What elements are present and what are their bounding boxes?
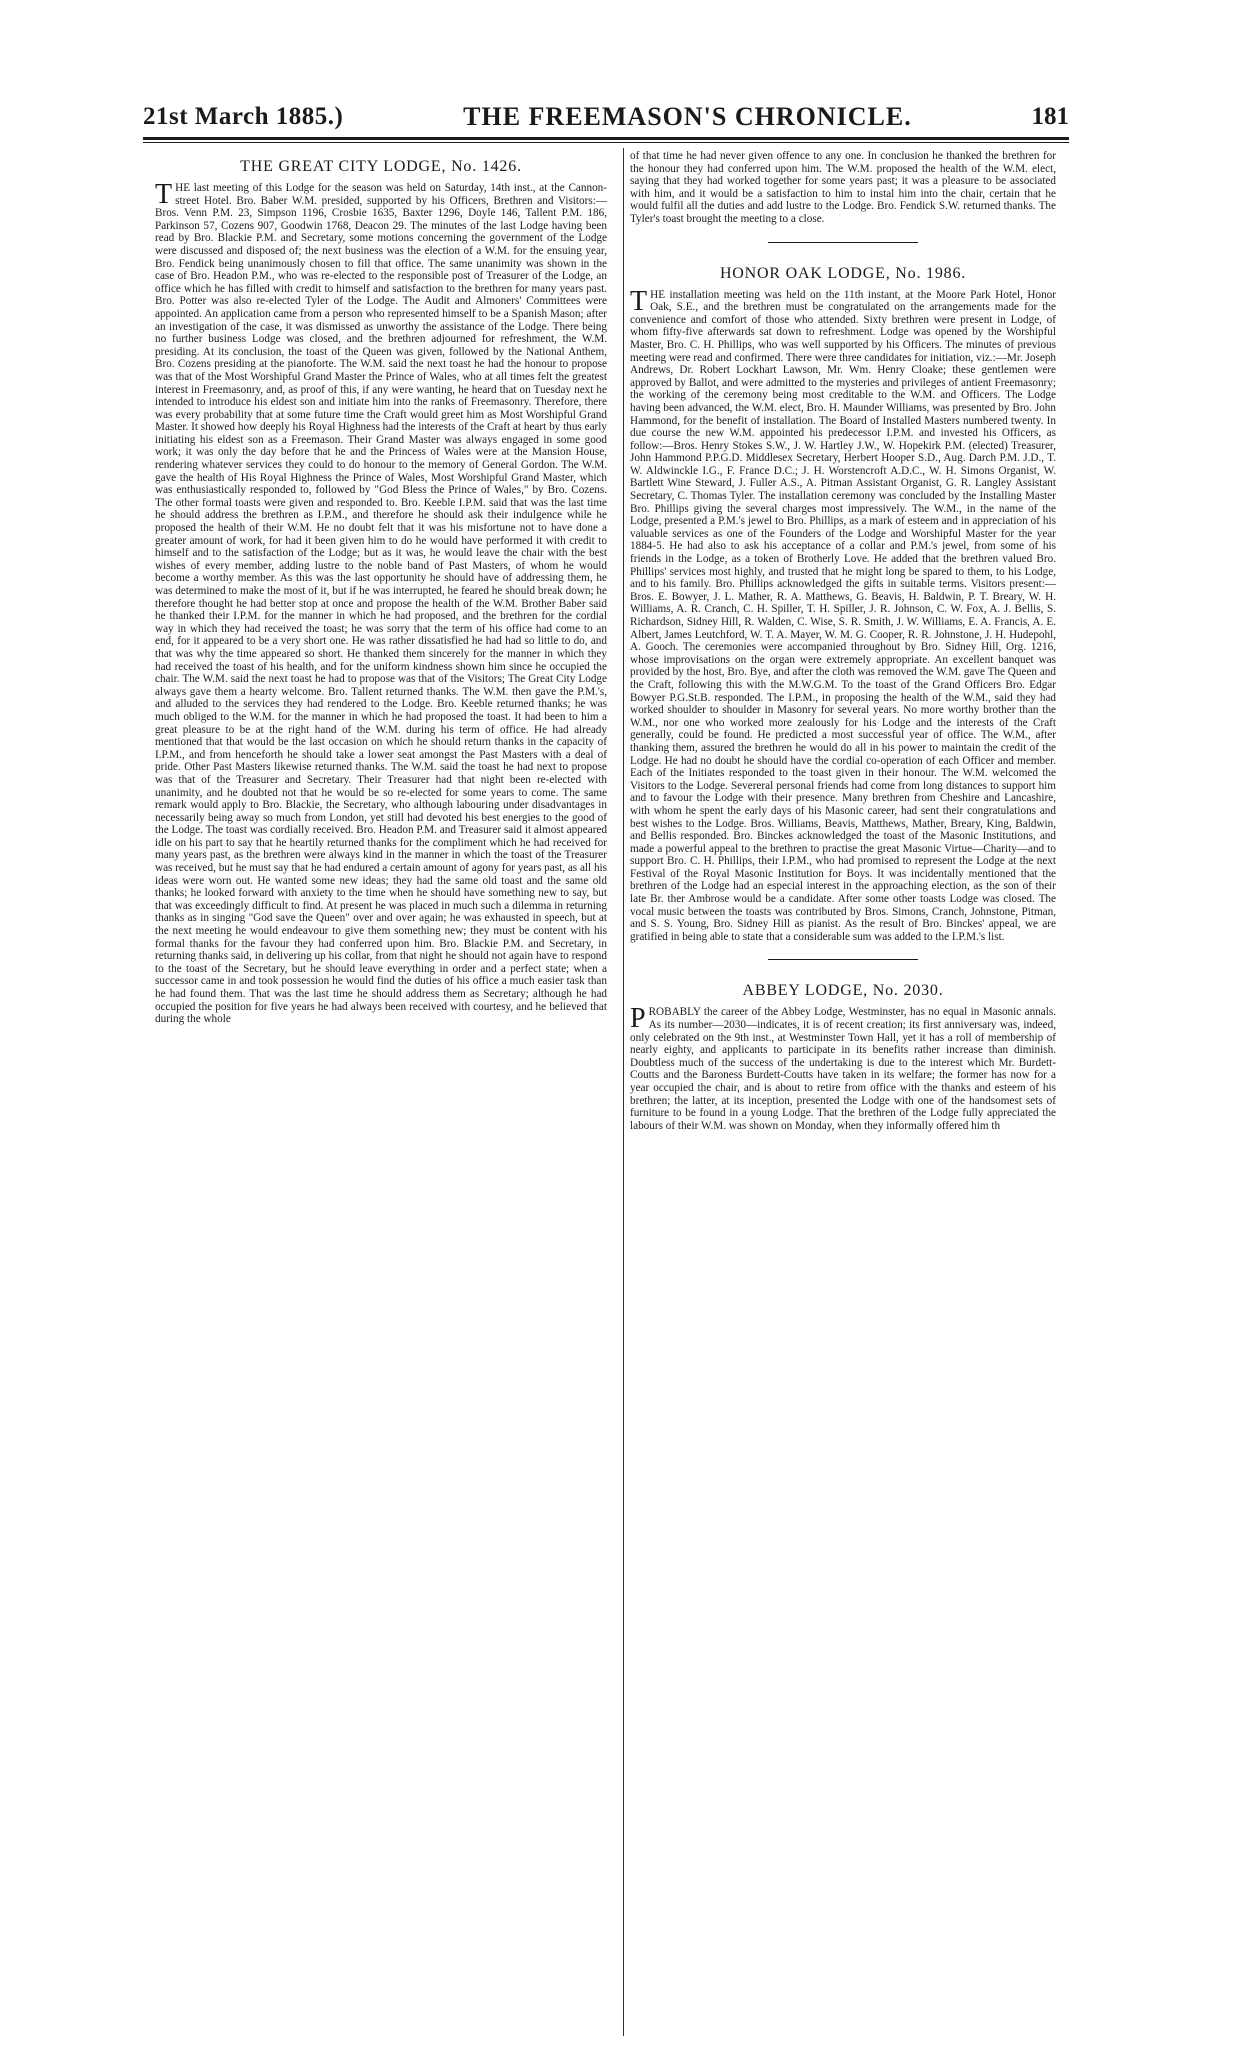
section-separator (768, 242, 918, 243)
column-divider (623, 148, 624, 2036)
article-body-abbey-lodge: PROBABLY the career of the Abbey Lodge, Westminster, has no equal in Masonic annals. As its number—2030—indicates, it is of recent creation; its first anniversary was, indeed, only celebrated on the 9th inst., at Westminster Town Hall, yet it has a roll of membership of nearly eighty, and applicants to participate in its benefits rather increase than diminish. Doubtless much of the success of the undertaking is due to the interest which Mr. Burdett-Coutts and the Baroness Burdett-Coutts have taken in its welfare; the former has now for a year occupied the chair, and is about to retire from office with the thanks and esteem of his brethren; the latter, at its inception, presented the Lodge with one of the handsomest sets of furniture to be found in a young Lodge. That the brethren of the Lodge fully appreciated the labours of their W.M. was shown on Monday, when they informally offered him th (630, 1003, 1056, 1132)
article-heading-abbey-lodge: ABBEY LODGE, No. 2030. (742, 982, 944, 1000)
masthead (143, 100, 1069, 134)
section-separator (768, 959, 918, 960)
page-number: 181 (1031, 103, 1069, 130)
masthead-rule-thin (143, 142, 1069, 143)
article-heading-honor-oak-lodge: HONOR OAK LODGE, No. 1986. (719, 264, 967, 282)
article-heading-great-city-lodge: THE GREAT CITY LODGE, No. 1426. (240, 158, 522, 175)
publication-title: THE FREEMASON'S CHRONICLE. (463, 102, 912, 131)
article-continuation-great-city-lodge: of that time he had never given offence to any one. In conclusion he thanked the brethren for the honour they had conferred upon him. The W.M. proposed the health of the W.M. elect, saying that they had worked together for some years past; it was a pleasure to be associated with him, and it would be a satisfaction to him to instal him into the chair, certain that he would fulfil all the duties and add lustre to the Lodge. Bro. Fendick S.W. returned thanks. The Tyler's toast brought the meeting to a close. (630, 150, 1056, 225)
article-body-honor-oak-lodge: THE installation meeting was held on the 11th instant, at the Moore Park Hotel, Honor Oak, S.E., and the brethren must be congratulated on the arrangements made for the convenience and comfort of those who attended. Sixty brethren were present in Lodge, of whom fifty-five afterwards sat down to refreshment. Lodge was opened by the Worshipful Master, Bro. C. H. Phillips, who was well supported by his Officers. The minutes of previous meeting were read and confirmed. There were three candidates for initiation, viz.:—Mr. Joseph Andrews, Dr. Robert Lockhart Lawson, Mr. Wm. Henry Cloake; these gentlemen were approved by Ballot, and were admitted to the mysteries and privileges of antient Freemasonry; the working of the ceremony being most creditable to the W.M. and Officers. The Lodge having been advanced, the W.M. elect, Bro. H. Maunder Williams, was presented by Bro. John Hammond, for the benefit of installation. The Board of Installed Masters numbered twenty. In due course the new W.M. appointed his predecessor I.P.M. and invested his Officers, as follow:—Bros. Henry Stokes S.W., J. W. Hartley J.W., W. Hopekirk P.M. (elected) Treasurer, John Hammond P.P.G.D. Middlesex Secretary, Herbert Hooper S.D., Aug. Darch P.M. J.D., T. W. Aldwinckle I.G., F. France D.C.; J. H. Worstencroft A.D.C., W. H. Simons Organist, W. Bartlett Wine Steward, J. Fuller A.S., A. Pitman Assistant Organist, G. R. Langley Assistant Secretary, C. Thomas Tyler. The installation ceremony was concluded by the Installing Master Bro. Phillips giving the several charges most impressively. The W.M., in the name of the Lodge, presented a P.M.'s jewel to Bro. Phillips, as a mark of esteem and in appreciation of his valuable services as one of the Founders of the Lodge and Worshipful Master for the year 1884-5. He had also to ask his acceptance of a collar and P.M.'s jewel, from some of his friends in the Lodge, as a token of Brotherly Love. He added that the brethren valued Bro. Phillips' services most highly, and trusted that he might long be spared to them, to his Lodge, and to his family. Bro. Phillips acknowledged the gifts in suitable terms. Visitors present:—Bros. E. Bowyer, J. L. Mather, R. A. Matthews, G. Beavis, H. Baldwin, P. T. Breary, W. H. Williams, A. R. Cranch, C. H. Spiller, T. H. Spiller, J. R. Johnson, C. W. Fox, A. J. Bellis, S. Richardson, Sidney Hill, R. Walden, C. Wise, S. R. Smith, J. W. Williams, E. A. Francis, A. E. Albert, James Leutchford, W. T. A. Mayer, W. M. G. Cooper, R. R. Johnstone, J. H. Hudepohl, A. Gooch. The ceremonies were accompanied throughout by Bro. Sidney Hill, Org. 1216, whose improvisations on the organ were extremely appropriate. An excellent banquet was provided by the host, Bro. Bye, and after the cloth was removed the W.M. gave The Queen and the Craft, following this with the M.W.G.M. To the toast of the Grand Officers Bro. Edgar Bowyer P.G.St.B. responded. The I.P.M., in proposing the health of the W.M., said they had worked shoulder to shoulder in Masonry for several years. No more worthy brother than the W.M., nor one who worked more zealously for his Lodge and the interests of the Craft generally, could be found. He predicted a most successful year of office. The W.M., after thanking them, assured the brethren he would do all in his power to maintain the credit of the Lodge. He had no doubt he should have the cordial co-operation of each Officer and member. Each of the Initiates responded to the toast given in their honour. The W.M. welcomed the Visitors to the Lodge. Severeral personal friends had come from long distances to support him and to favour the Lodge with their presence. Many brethren from Cheshire and Lancashire, with whom he spent the early days of his Masonic career, had sent their congratulations and best wishes to the Lodge. Bros. Williams, Beavis, Matthews, Mather, Breary, King, Baldwin, and Bellis responded. Bro. Binckes acknowledged the toast of the Masonic Institutions, and made a powerful appeal to the brethren to practise the great Masonic Virtue—Charity—and to support Bro. C. H. Phillips, their I.P.M., who had promised to represent the Lodge at the next Festival of the Royal Masonic Institution for Boys. It was incidentally mentioned that the brethren of the Lodge had an especial interest in the approaching election, as the son of their late Br. ther Ambrose would be a candidate. After some other toasts Lodge was closed. The vocal music between the toasts was contributed by Bros. Simons, Cranch, Johnstone, Pitman, and S. S. Young, Bro. Sidney Hill as pianist. As the result of Bro. Binckes' appeal, we are gratified in being able to state that a considerable sum was added to the I.P.M.'s list. (630, 285, 1057, 943)
masthead-rule-thick (143, 137, 1069, 140)
article-body-great-city-lodge: THE last meeting of this Lodge for the season was held on Saturday, 14th inst., at the Cannon-street Hotel. Bro. Baber W.M. presided, supported by his Officers, Brethren and Visitors:—Bros. Venn P.M. 23, Simpson 1196, Crosbie 1635, Baxter 1296, Doyle 146, Tallent P.M. 186, Parkinson 57, Cozens 907, Goodwin 1768, Deacon 29. The minutes of the last Lodge having been read by Bro. Blackie P.M. and Secretary, some motions concerning the government of the Lodge were discussed and disposed of; the next business was the election of a W.M. for the ensuing year, Bro. Fendick being unanimously chosen to fill that office. The same unanimity was shown in the case of Bro. Headon P.M., who was re-elected to the responsible post of Treasurer of the Lodge, an office which he has filled with credit to himself and satisfaction to the brethren for many years past. Bro. Potter was also re-elected Tyler of the Lodge. The Audit and Almoners' Committees were appointed. An application came from a person who represented himself to be a Spanish Mason; after an investigation of the case, it was dismissed as unworthy the assistance of the Lodge. There being no further business Lodge was closed, and the brethren adjourned for refreshment, the W.M. presiding. At its conclusion, the toast of the Queen was given, followed by the National Anthem, Bro. Cozens presiding at the pianoforte. The W.M. said the next toast he had the honour to propose was that of the Most Worshipful Grand Master the Prince of Wales, who at all times felt the greatest interest in Freemasonry, and, as proof of this, if any were wanting, he heard that on Tuesday next he intended to introduce his eldest son and initiate him into the ranks of Freemasonry. Therefore, there was every probability that at some future time the Craft would greet him as Most Worshipful Grand Master. It showed how deeply his Royal Highness had the interests of the Craft at heart by thus early initiating his eldest son as a Freemason. Their Grand Master was always engaged in some good work; it was only the day before that he and the Princess of Wales were at the Mansion House, rendering whatever services they could to do honour to the memory of General Gordon. The W.M. gave the health of His Royal Highness the Prince of Wales, Most Worshipful Grand Master, which was enthusiastically responded to, followed by "God Bless the Prince of Wales," by Bro. Cozens. The other formal toasts were given and responded to. Bro. Keeble I.P.M. said that was the last time he should address the brethren as I.P.M., and therefore he should ask their indulgence while he proposed the health of their W.M. He no doubt felt that it was his misfortune not to have done a greater amount of work, for had it been given him to do he would have performed it with credit to himself and to the satisfaction of the Lodge; but as it was, he would leave the chair with the best wishes of every member, adding lustre to the noble band of Past Masters, of whom he would become a worthy member. As this was the last opportunity he should have of addressing them, he was determined to make the most of it, but if he was interrupted, he feared he should break down; he therefore thought he had better stop at once and propose the health of the W.M. Brother Baber said he thanked their I.P.M. for the manner in which he had proposed, and the brethren for the cordial way in which they had received the toast; he was sorry that the term of his office had come to an end, for it appeared to be a very short one. He was rather dissatisfied he had had so little to do, and that was why the time appeared so short. He thanked them sincerely for the manner in which they had received the toast of his health, and for the uniform kindness shown him since he occupied the chair. The W.M. said the next toast he had to propose was that of the Visitors; The Great City Lodge always gave them a hearty welcome. Bro. Tallent returned thanks. The W.M. then gave the P.M.'s, and alluded to the services they had rendered to the Lodge. Bro. Keeble returned thanks; he was much obliged to the W.M. for the manner in which he had proposed the toast. It had been to him a great pleasure to be at the right hand of the W.M. during his term of office. He had already mentioned that that would be the last occasion on which he should return thanks in the capacity of I.P.M., and from henceforth he should take a lower seat amongst the Past Masters with a deal of pride. Other Past Masters likewise returned thanks. The W.M. said the toast he had next to propose was that of the Treasurer and Secretary. Their Treasurer had that night been re-elected with unanimity, and he doubted not that he would be so re-elected for some years to come. The same remark would apply to Bro. Blackie, the Secretary, who although labouring under disadvantages in necessarily being away so much from London, yet still had devoted his best energies to the good of the Lodge. The toast was cordially received. Bro. Headon P.M. and Treasurer said it almost appeared idle on his part to say that he heartily returned thanks for the compliment which he had received for many years past, as the brethren were always kind in the manner in which the toast of the Treasurer was received, but he must say that he had endured a certain amount of agony for years past, as all his ideas were worn out. He wanted some new ideas; they had the same old toast and the same old thanks; he looked forward with anxiety to the time when he should have something new to say, but that was exceedingly difficult to find. At present he was placed in much such a dilemma in returning thanks as in singing "God save the Queen" over and over again; he was exhausted in speech, but at the next meeting he would endeavour to give them something new; they must be content with his formal thanks for the favour they had conferred upon him. Bro. Blackie P.M. and Secretary, in returning thanks said, in delivering up his collar, from that night he should not again have to respond to the toast of the Secretary, but he should leave everything in order and a perfect state; when a successor came in and took possession he would find the duties of his office a much easier task than he had found them. That was the last time he should address them as Secretary; although he had occupied the position for five years he had always been received with courtesy, and he believed that during the whole (155, 179, 607, 1026)
left-column (155, 150, 607, 1026)
issue-date: 21st March 1885.) (143, 103, 344, 130)
right-column (630, 150, 1056, 1132)
